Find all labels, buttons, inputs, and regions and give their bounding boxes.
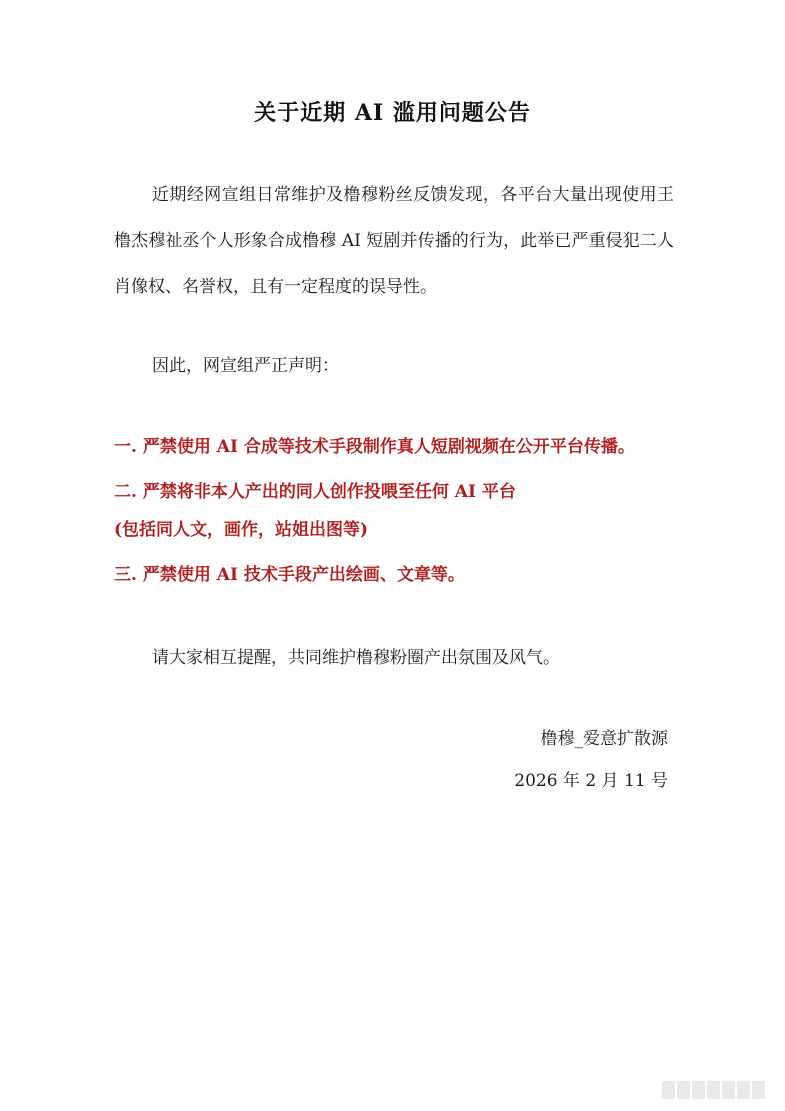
watermark-block xyxy=(662,1081,675,1099)
watermark-block xyxy=(707,1081,720,1099)
watermark-mark xyxy=(662,1081,765,1099)
watermark-block xyxy=(692,1081,705,1099)
closing-paragraph: 请大家相互提醒，共同维护橹穆粉圈产出氛围及风气。 xyxy=(152,648,560,668)
body-paragraph-1: 近期经网宣组日常维护及橹穆粉丝反馈发现，各平台大量出现使用王橹杰穆祉丞个人形象合成橹穆 AI 短剧并传播的行为，此举已严重侵犯二人肖像权、名誉权，且有一定程度的误导性。 xyxy=(114,185,674,297)
rule-item-2: 二. 严禁将非本人产出的同人创作投喂至任何 AI 平台 xyxy=(114,482,516,502)
signature-name: 橹穆_爱意扩散源 xyxy=(540,729,668,749)
signature-date: 2026 年 2 月 11 号 xyxy=(514,771,668,791)
page-title: 关于近期 AI 滥用问题公告 xyxy=(254,100,531,126)
rule-item-2-note: (包括同人文，画作，站姐出图等) xyxy=(114,520,369,540)
rule-item-3: 三. 严禁使用 AI 技术手段产出绘画、文章等。 xyxy=(114,565,465,585)
watermark-block xyxy=(737,1081,750,1099)
watermark-block xyxy=(752,1081,765,1099)
watermark-block xyxy=(722,1081,735,1099)
body-paragraph-2: 因此，网宣组严正声明： xyxy=(152,356,339,376)
rule-item-1: 一. 严禁使用 AI 合成等技术手段制作真人短剧视频在公开平台传播。 xyxy=(114,437,635,457)
watermark-block xyxy=(677,1081,690,1099)
